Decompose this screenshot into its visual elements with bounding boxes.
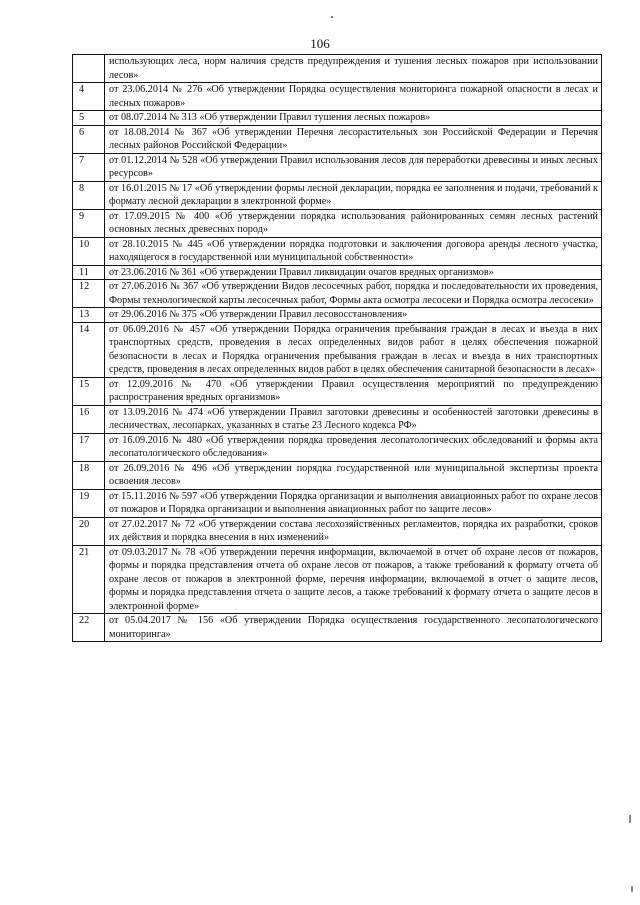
table-row: [73, 265, 602, 280]
row-number: 22: [73, 614, 105, 642]
table-row: [73, 308, 602, 323]
table-row: [73, 209, 602, 237]
regulation-text: от 01.12.2014 № 528 «Об утверждении Правил использования лесов для переработки древесины и иных лесных ресурсов»: [105, 153, 602, 181]
regulation-text: от 06.09.2016 № 457 «Об утверждении Порядка ограничения пребывания граждан в лесах и въезда в них транспортных средств, проведения в лесах определенных видов работ в целях обеспечения пожарной безопасности в лесах и Порядка ограничения пребывания граждан в лесах и въезда в них транспортных средств, проведения в лесах определенных видов работ в целях обеспечения санитарной безопасности в лесах»: [105, 322, 602, 377]
row-number: 11: [73, 265, 105, 280]
table-body: [73, 55, 602, 642]
row-number: 17: [73, 433, 105, 461]
table-row: [73, 461, 602, 489]
table-row: [73, 433, 602, 461]
table-row: [73, 237, 602, 265]
table-row: [73, 153, 602, 181]
scan-mark: [631, 886, 633, 892]
regulation-text: от 28.10.2015 № 445 «Об утверждении порядка подготовки и заключения договора аренды лесного участка, находящегося в государственной или муниципальной собственности»: [105, 237, 602, 265]
table-row: [73, 489, 602, 517]
table-row: [73, 377, 602, 405]
row-number: 18: [73, 461, 105, 489]
row-number: 5: [73, 111, 105, 126]
table-row: [73, 125, 602, 153]
row-number: 8: [73, 181, 105, 209]
row-number: 19: [73, 489, 105, 517]
regulation-text: от 23.06.2014 № 276 «Об утверждении Порядка осуществления мониторинга пожарной опасности в лесах и лесных пожаров»: [105, 83, 602, 111]
table-row: [73, 55, 602, 83]
row-number: 7: [73, 153, 105, 181]
regulation-text: от 13.09.2016 № 474 «Об утверждении Правил заготовки древесины и особенностей заготовки древесины в лесничествах, лесопарках, указанных в статье 23 Лесного кодекса РФ»: [105, 405, 602, 433]
regulation-text: от 08.07.2014 № 313 «Об утверждении Правил тушения лесных пожаров»: [105, 111, 602, 126]
scan-mark: [629, 815, 631, 823]
regulation-text: от 16.01.2015 № 17 «Об утверждении формы лесной декларации, порядка ее заполнения и подачи, требований к формату лесной декларации в электронной форме»: [105, 181, 602, 209]
regulation-text: от 16.09.2016 № 480 «Об утверждении порядка проведения лесопатологических обследований и формы акта лесопатологического обследования»: [105, 433, 602, 461]
regulation-text: от 09.03.2017 № 78 «Об утверждении перечня информации, включаемой в отчет об охране лесов от пожаров, формы и порядка представления отчета об охране лесов от пожаров, а также требований к формату отчета об охране лесов от пожаров в электронной форме, перечня информации, включаемой в отчет о защите лесов, формы и порядка представления отчета о защите лесов, а также требований к формату отчета о защите лесов в электронной форме»: [105, 545, 602, 614]
row-number: 9: [73, 209, 105, 237]
table-row: [73, 517, 602, 545]
regulation-text: от 27.06.2016 № 367 «Об утверждении Видов лесосечных работ, порядка и последовательности их проведения, Формы технологической карты лесосечных работ, Формы акта осмотра лесосеки и Порядка осмотра лесосеки»: [105, 280, 602, 308]
regulation-text: от 29.06.2016 № 375 «Об утверждении Правил лесовосстановления»: [105, 308, 602, 323]
row-number: 14: [73, 322, 105, 377]
regulation-text: от 12.09.2016 № 470 «Об утверждении Правил осуществления мероприятий по предупреждению распространения вредных организмов»: [105, 377, 602, 405]
regulation-text: от 18.08.2014 № 367 «Об утверждении Перечня лесорастительных зон Российской Федерации и Перечня лесных районов Российской Федерации»: [105, 125, 602, 153]
table-row: [73, 322, 602, 377]
regulation-text: от 05.04.2017 № 156 «Об утверждении Порядка осуществления государственного лесопатологического мониторинга»: [105, 614, 602, 642]
table-row: [73, 614, 602, 642]
regulation-text: от 23.06.2016 № 361 «Об утверждении Правил ликвидации очагов вредных организмов»: [105, 265, 602, 280]
page-number: 106: [310, 36, 330, 51]
regulation-text: от 17.09.2015 № 400 «Об утверждении порядка использования районированных семян лесных растений основных лесных древесных пород»: [105, 209, 602, 237]
row-number: 20: [73, 517, 105, 545]
row-number: 6: [73, 125, 105, 153]
table-row: [73, 111, 602, 126]
table-row: [73, 545, 602, 614]
table-row: [73, 181, 602, 209]
scan-dot: [331, 16, 333, 18]
regulations-table-container: [72, 54, 601, 642]
regulation-text: от 27.02.2017 № 72 «Об утверждении состава лесохозяйственных регламентов, порядка их разработки, сроков их действия и порядка внесения в них изменений»: [105, 517, 602, 545]
table-row: [73, 405, 602, 433]
regulations-table: [72, 54, 602, 642]
regulation-text: от 26.09.2016 № 496 «Об утверждении порядка государственной или муниципальной экспертизы проекта освоения лесов»: [105, 461, 602, 489]
row-number: 12: [73, 280, 105, 308]
row-number: 10: [73, 237, 105, 265]
regulation-text: от 15.11.2016 № 597 «Об утверждении Порядка организации и выполнения авиационных работ по охране лесов от пожаров и Порядка организации и выполнения авиационных работ по защите лесов»: [105, 489, 602, 517]
row-number: 16: [73, 405, 105, 433]
table-row: [73, 280, 602, 308]
row-number: 13: [73, 308, 105, 323]
regulation-text: использующих леса, норм наличия средств предупреждения и тушения лесных пожаров при использовании лесов»: [105, 55, 602, 83]
row-number: 21: [73, 545, 105, 614]
row-number: 15: [73, 377, 105, 405]
table-row: [73, 83, 602, 111]
row-number: [73, 55, 105, 83]
row-number: 4: [73, 83, 105, 111]
